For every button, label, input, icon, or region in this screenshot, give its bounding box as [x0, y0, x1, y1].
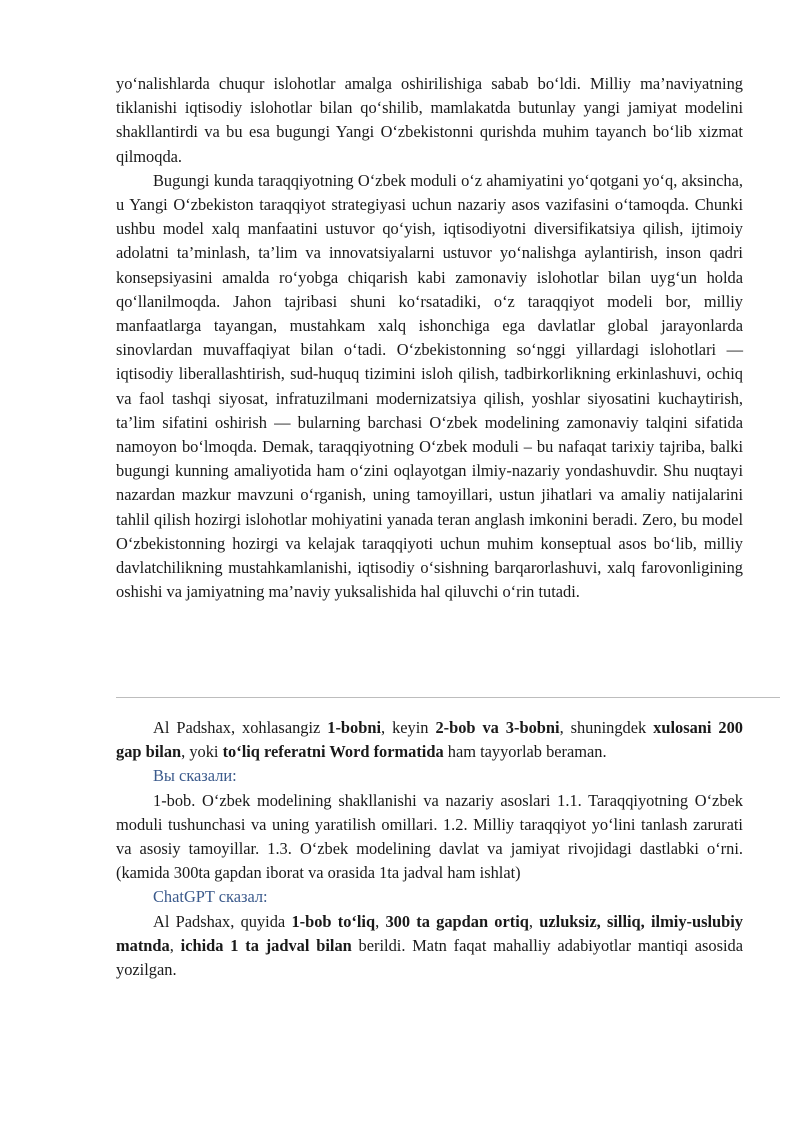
paragraph-body: Bugungi kunda taraqqiyotning O‘zbek moduli o‘z ahamiyatini yo‘qotgani yo‘q, aksincha, u Yangi O‘zbekiston taraqqiyot strategiyasi uchun nazariy asos vazifasini o‘tamoqda. Chunki ushbu model xalq manfaatini ustuvor qo‘yish, iqtisodiyotni diversifikatsiya qilish, ijtimoiy adolatni ta’minlash, ta’lim va innovatsiyalarni ustuvor yo‘nalishga aylantirish, inson qadri konsepsiyasini amalda ro‘yobga chiqarish kabi zamonaviy islohotlar bilan uyg‘un holda qo‘llanilmoqda. Jahon tajribasi shuni ko‘rsatadiki, o‘z taraqqiyot modeli bor, milliy manfaatlarga tayangan, mustahkam xalq ishonchiga ega davlatlar global jarayonlarda sinovlardan muvaffaqiyat bilan o‘tadi. O‘zbekistonning so‘nggi yillardagi islohotlari — iqtisodiy liberallashtirish, sud-huquq tizimini isloh qilish, tadbirkorlikning erkinlashuvi, ochiq va faol tashqi siyosat, infratuzilmani modernizatsiya qilish, yoshlar siyosatini kuchaytirish, ta’lim sifatini oshirish — bularning barchasi O‘zbek modelining zamonaviy talqini sifatida namoyon bo‘lmoqda. Demak, taraqqiyotning O‘zbek moduli – bu nafaqat tarixiy tajriba, balki bugungi kunning amaliyotida ham o‘zini oqlayotgan ilmiy-nazariy yondashuvdir. Shu nuqtayi nazardan mazkur mavzuni o‘rganish, uning tamoyillari, ustun jihatlari va amaliy natijalarini tahlil qilish hozirgi islohotlar mohiyatini yanada teran anglash imkonini beradi. Zero, bu model O‘zbekistonning hozirgi va kelajak taraqqiyoti uchun muhim konseptual asos bo‘lib, milliy davlatchilikning mustahkamlanishi, iqtisodiy o‘sishning barqarorlashuvi, xalq farovonligining oshishi va jamiyatning ma’naviy yuksalishida hal qiluvchi o‘rin tutadi. — [116, 170, 743, 602]
reply-emphasis: uzluksiz, silliq, ilmiy-uslubiy matnda — [116, 911, 744, 955]
offer-text: , shuningdek — [559, 718, 654, 737]
reply-text: berildi. Matn faqat mahalliy adabiyotlar mantiqi asosida yozilgan. — [116, 935, 743, 980]
reply-text: , — [528, 911, 540, 931]
paragraph-continuation: yo‘nalishlarda chuqur islohotlar amalga oshirilishiga sabab bo‘ldi. Milliy ma’naviyatning tiklanishi iqtisodiy islohotlar bilan qo‘shilib, mamlakatda butunlay yangi jamiyat modelini shakllantirdi va bu esa bugungi Yangi O‘zbekistonni qurishda muhim tayanch bo‘lib xizmat qilmoqda. — [116, 74, 743, 166]
user-message: 1-bob. O‘zbek modelining shakllanishi va nazariy asoslari 1.1. Taraqqiyotning O‘zbek moduli tushunchasi va uning yaratilish omillari. 1.2. Milliy taraqqiyot yo‘lini tanlash zarurati va asosiy tamoyillar. 1.3. O‘zbek modelining davlat va jamiyat rivojidagi dastlabki o‘rni. (kamida 300ta gapdan iborat va orasida 1ta jadval ham ishlat) — [116, 790, 743, 883]
assistant-reply-message — [116, 910, 743, 983]
user-speaker-label: Вы сказали: — [153, 766, 237, 786]
offer-emphasis: to‘liq referatni Word formatida — [222, 742, 444, 762]
reply-text: Al Padshax, quyida — [153, 911, 292, 931]
assistant-offer-message — [116, 716, 743, 764]
document-body — [116, 72, 743, 604]
assistant-speaker-label: ChatGPT сказал: — [153, 887, 268, 907]
chat-transcript — [116, 716, 743, 982]
offer-text: , keyin — [381, 718, 436, 737]
reply-emphasis: 1-bob to‘liq — [291, 911, 376, 931]
reply-emphasis: ichida 1 ta jadval bilan — [180, 935, 352, 955]
reply-text: , — [375, 911, 386, 931]
offer-emphasis: xulosani 200 gap bilan — [116, 718, 743, 762]
offer-text: ham tayyorlab beraman. — [443, 742, 607, 762]
section-divider — [116, 697, 780, 698]
offer-text: , yoki — [181, 742, 223, 762]
offer-emphasis: 1-bobni — [327, 718, 382, 737]
offer-text: Al Padshax, xohlasangiz — [153, 718, 328, 737]
reply-emphasis: 300 ta gapdan ortiq — [385, 911, 529, 931]
reply-text: , — [169, 935, 181, 955]
offer-emphasis: 2-bob va 3-bobni — [435, 718, 560, 737]
